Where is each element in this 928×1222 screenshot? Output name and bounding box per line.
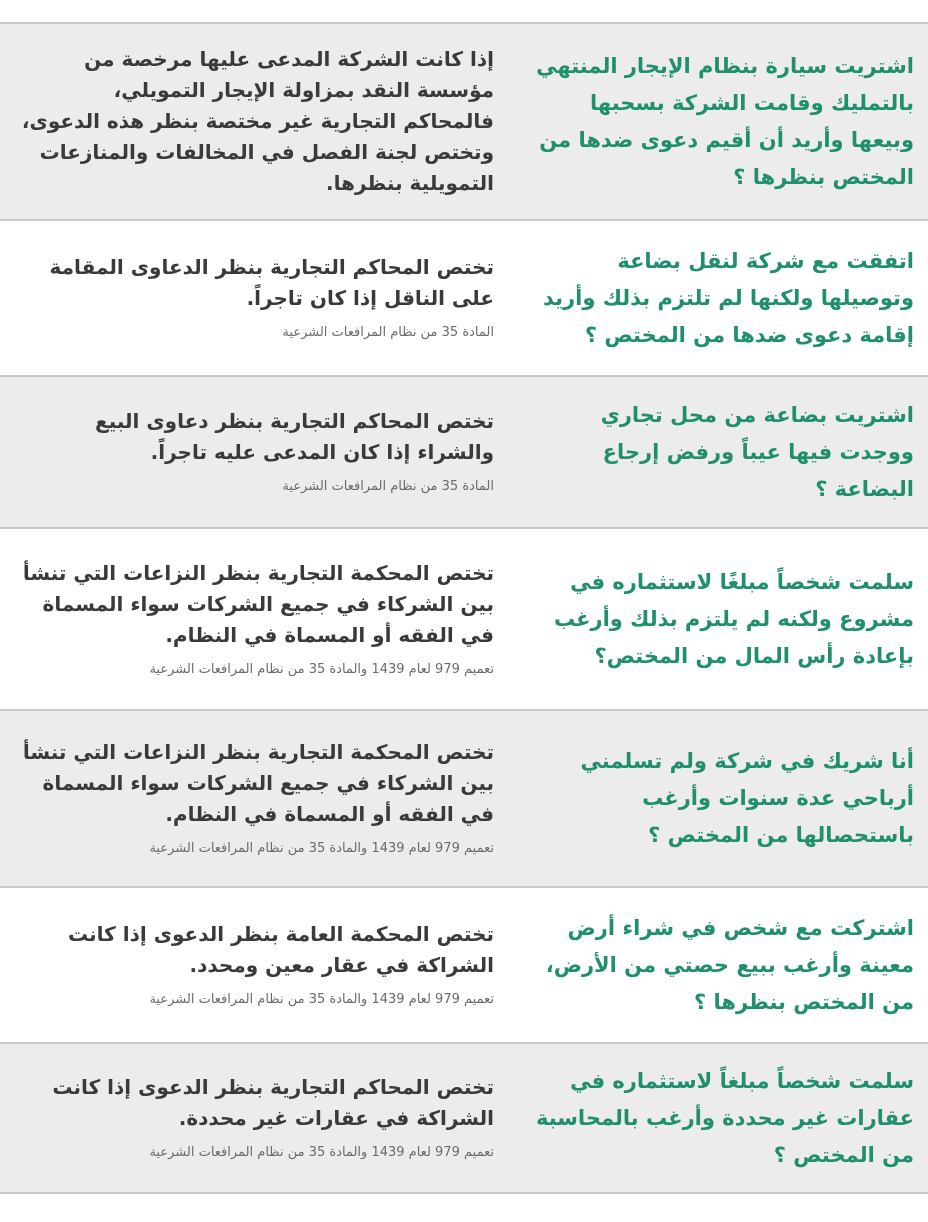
legal-reference: تعميم 979 لعام 1439 والمادة 35 من نظام المرافعات الشرعية [149, 661, 494, 677]
answer-text: تختص المحكمة التجارية بنظر النزاعات التي تنشأ بين الشركاء في جميع الشركات سواء المسماة في الفقه أو المسماة في النظام. [22, 740, 494, 826]
answer-text: تختص المحاكم التجارية بنظر الدعوى إذا كانت الشراكة في عقارات غير محددة. [52, 1075, 494, 1130]
question-cell [508, 711, 928, 886]
question-cell [508, 529, 928, 709]
answer-cell [0, 24, 508, 219]
legal-reference: تعميم 979 لعام 1439 والمادة 35 من نظام المرافعات الشرعية [149, 992, 494, 1007]
legal-reference: المادة 35 من نظام المرافعات الشرعية [282, 479, 494, 494]
question-cell [508, 24, 928, 219]
answer-cell [0, 221, 508, 375]
answer-text: تختص المحكمة العامة بنظر الدعوى إذا كانت الشراكة في عقار معين ومحدد. [67, 922, 494, 977]
answer-text: إذا كانت الشركة المدعى عليها مرخصة من مؤسسة النقد بمزاولة الإيجار التمويلي، فالمحاكم التجارية غير مختصة بنظر هذه الدعوى، وتختص لجنة الفصل في المخالفات والمنازعات التمويلية بنظرها. [21, 47, 494, 195]
faq-table [0, 22, 928, 1222]
question-cell [508, 1044, 928, 1192]
faq-row [0, 375, 928, 527]
answer-cell [0, 711, 508, 886]
legal-reference: تعميم 979 لعام 1439 والمادة 35 من نظام المرافعات الشرعية [149, 841, 494, 856]
faq-row [0, 219, 928, 375]
question-text: اشتريت بضاعة من محل تجاري ووجدت فيها عيباً ورفض إرجاع البضاعة ؟ [600, 402, 914, 501]
question-text: اشتركت مع شخص في شراء أرض معينة وأرغب ببيع حصتي من الأرض، من المختص بنظرها ؟ [545, 915, 914, 1014]
answer-cell [0, 888, 508, 1042]
faq-row [0, 22, 928, 219]
legal-reference: المادة 35 من نظام المرافعات الشرعية [282, 325, 494, 340]
question-text: سلمت شخصاً مبلغًا لاستثماره في مشروع ولكنه لم يلتزم بذلك وأرغب بإعادة رأس المال من المختص؟ [553, 569, 914, 668]
question-cell [508, 221, 928, 375]
faq-row [0, 1042, 928, 1194]
legal-reference: تعميم 979 لعام 1439 والمادة 35 من نظام المرافعات الشرعية [149, 1145, 494, 1160]
answer-cell [0, 1044, 508, 1192]
answer-text: تختص المحاكم التجارية بنظر دعاوى البيع والشراء إذا كان المدعى عليه تاجراً. [95, 409, 494, 464]
faq-row [0, 527, 928, 709]
answer-cell [0, 377, 508, 527]
question-text: أنا شريك في شركة ولم تسلمني أرباحي عدة سنوات وأرغب باستحصالها من المختص ؟ [580, 749, 914, 847]
question-cell [508, 377, 928, 527]
answer-text: تختص المحاكم التجارية بنظر الدعاوى المقامة على الناقل إذا كان تاجراً. [49, 255, 494, 310]
question-cell [508, 888, 928, 1042]
answer-cell [0, 529, 508, 709]
answer-text: تختص المحكمة التجارية بنظر النزاعات التي تنشأ بين الشركاء في جميع الشركات سواء المسماة في الفقه أو المسماة في النظام. [22, 560, 494, 647]
question-text: اشتريت سيارة بنظام الإيجار المنتهي بالتمليك وقامت الشركة بسحبها وبيعها وأريد أن أقيم دعوى ضدها من المختص بنظرها ؟ [536, 53, 914, 189]
question-text: سلمت شخصاً مبلغاً لاستثماره في عقارات غير محددة وأرغب بالمحاسبة من المختص ؟ [535, 1068, 914, 1167]
faq-row [0, 886, 928, 1042]
faq-row [0, 709, 928, 886]
question-text: اتفقت مع شركة لنقل بضاعة وتوصيلها ولكنها لم تلتزم بذلك وأريد إقامة دعوى ضدها من المختص ؟ [543, 248, 914, 347]
